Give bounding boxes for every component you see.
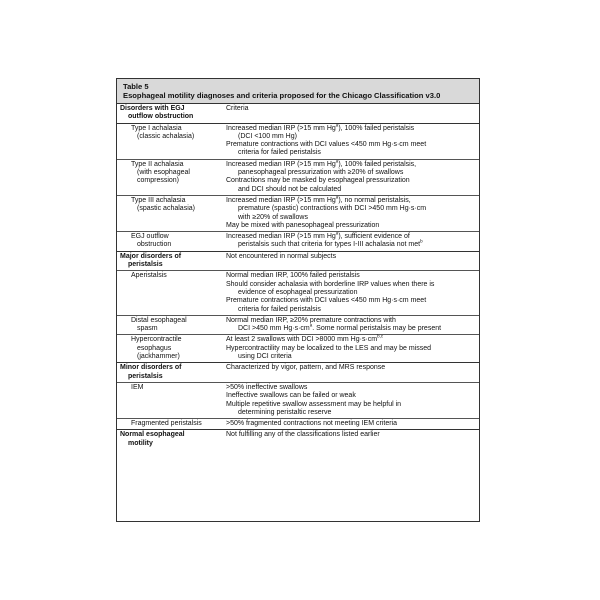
criteria-text: Characterized by vigor, pattern, and MRS response	[226, 364, 386, 372]
criteria-text: Should consider achalasia with borderline IRP values when there is	[226, 280, 435, 288]
row-label: Type III achalasia	[131, 196, 186, 204]
criteria-table	[117, 104, 479, 449]
criteria-text: May be mixed with panesophageal pressurization	[226, 221, 380, 229]
row-label: EGJ outflow	[131, 233, 169, 241]
table-header	[117, 79, 479, 104]
table-row	[117, 232, 479, 252]
row-label: IEM	[131, 383, 144, 391]
row-label-cont: (with esophageal	[137, 169, 190, 177]
row-label-cont: obstruction	[137, 241, 172, 249]
criteria-text: (DCI <100 mm Hg)	[238, 132, 297, 140]
row-label-cont: spasm	[137, 325, 158, 333]
criteria-text: using DCI criteria	[238, 353, 292, 361]
category-label-cont: motility	[128, 439, 153, 447]
criteria-text: Increased median IRP (>15 mm Hg$^a$), 100% failed peristalsis	[226, 122, 415, 132]
row-label-cont: (classic achalasia)	[137, 132, 195, 140]
row-label: Hypercontractile	[131, 336, 182, 344]
category-label: Normal esophageal	[120, 431, 185, 439]
table-row	[117, 315, 479, 335]
table-row	[117, 335, 479, 363]
criteria-text: >50% ineffective swallows	[226, 383, 308, 391]
row-label-cont: (spastic achalasia)	[137, 205, 195, 213]
table-row	[117, 104, 479, 123]
row-label: Distal esophageal	[131, 316, 187, 324]
table-row	[117, 382, 479, 418]
criteria-text: Not encountered in normal subjects	[226, 252, 337, 260]
table-row	[117, 251, 479, 271]
column-heading-disorder: Disorders with EGJ	[120, 105, 185, 112]
row-label-cont: (jackhammer)	[137, 353, 180, 361]
criteria-text: evidence of esophageal pressurization	[238, 288, 358, 296]
table-row	[117, 159, 479, 195]
row-label-cont: compression)	[137, 177, 180, 185]
table-row	[117, 363, 479, 383]
criteria-text: criteria for failed peristalsis	[238, 305, 321, 313]
criteria-text: Multiple repetitive swallow assessment may be helpful in	[226, 400, 402, 408]
category-label-cont: peristalsis	[128, 261, 163, 269]
criteria-text: Ineffective swallows can be failed or weak	[226, 392, 356, 400]
table-row	[117, 430, 479, 449]
category-label-cont: peristalsis	[128, 372, 163, 380]
criteria-text: Hypercontractility may be localized to the LES and may be missed	[226, 344, 432, 352]
criteria-text: At least 2 swallows with DCI >8000 mm Hg·s·cm$^{b,c}$	[226, 334, 384, 344]
row-label: Aperistalsis	[131, 272, 167, 280]
category-label: Major disorders of	[120, 252, 182, 260]
criteria-text: Increased median IRP (>15 mm Hg$^a$), 100% failed peristalsis,	[226, 158, 417, 168]
criteria-text: >50% fragmented contractions not meeting IEM criteria	[226, 420, 398, 428]
criteria-text: criteria for failed peristalsis	[238, 149, 321, 157]
table-number: Table 5	[123, 82, 149, 91]
row-label: Fragmented peristalsis	[131, 420, 202, 428]
criteria-text: Premature contractions with DCI values <450 mm Hg·s·cm meet	[226, 141, 427, 149]
criteria-text: premature (spastic) contractions with DCI >450 mm Hg·s·cm	[238, 205, 427, 213]
table-row	[117, 195, 479, 231]
criteria-text: Normal median IRP, ≥20% premature contractions with	[226, 316, 396, 324]
criteria-text: panesophageal pressurization with ≥20% of swallows	[238, 169, 404, 177]
category-label: Minor disorders of	[120, 364, 182, 372]
column-heading-criteria: Criteria	[226, 105, 249, 112]
row-label: Type I achalasia	[131, 124, 182, 132]
criteria-text: peristalsis such that criteria for types I-III achalasia not met$^b$	[238, 239, 423, 249]
criteria-text: and DCI should not be calculated	[238, 185, 342, 193]
table-row	[117, 419, 479, 430]
criteria-text: Premature contractions with DCI values <450 mm Hg·s·cm meet	[226, 297, 427, 305]
criteria-text: Normal median IRP, 100% failed peristalsis	[226, 272, 360, 280]
criteria-text: Not fulfilling any of the classifications listed earlier	[226, 431, 380, 439]
table-row	[117, 123, 479, 159]
table-row	[117, 271, 479, 315]
criteria-text: with ≥20% of swallows	[238, 213, 308, 221]
criteria-text: Contractions may be masked by esophageal pressurization	[226, 177, 410, 185]
criteria-text: Increased median IRP (>15 mm Hg$^a$), sufficient evidence of	[226, 230, 410, 241]
row-label-cont: esophagus	[137, 344, 172, 352]
criteria-text: Increased median IRP (>15 mm Hg$^a$), no normal peristalsis,	[226, 194, 411, 204]
table-title: Esophageal motility diagnoses and criteria proposed for the Chicago Classification v3.0	[123, 91, 441, 100]
criteria-text: DCI >450 mm $Hg\cdot s\cdot cm^a$. Some normal peristalsis may be present	[238, 322, 442, 333]
row-label: Type II achalasia	[131, 160, 184, 168]
criteria-text: determining peristaltic reserve	[238, 408, 332, 416]
column-heading-disorder-cont: outflow obstruction	[128, 113, 194, 121]
table-container	[116, 78, 480, 522]
